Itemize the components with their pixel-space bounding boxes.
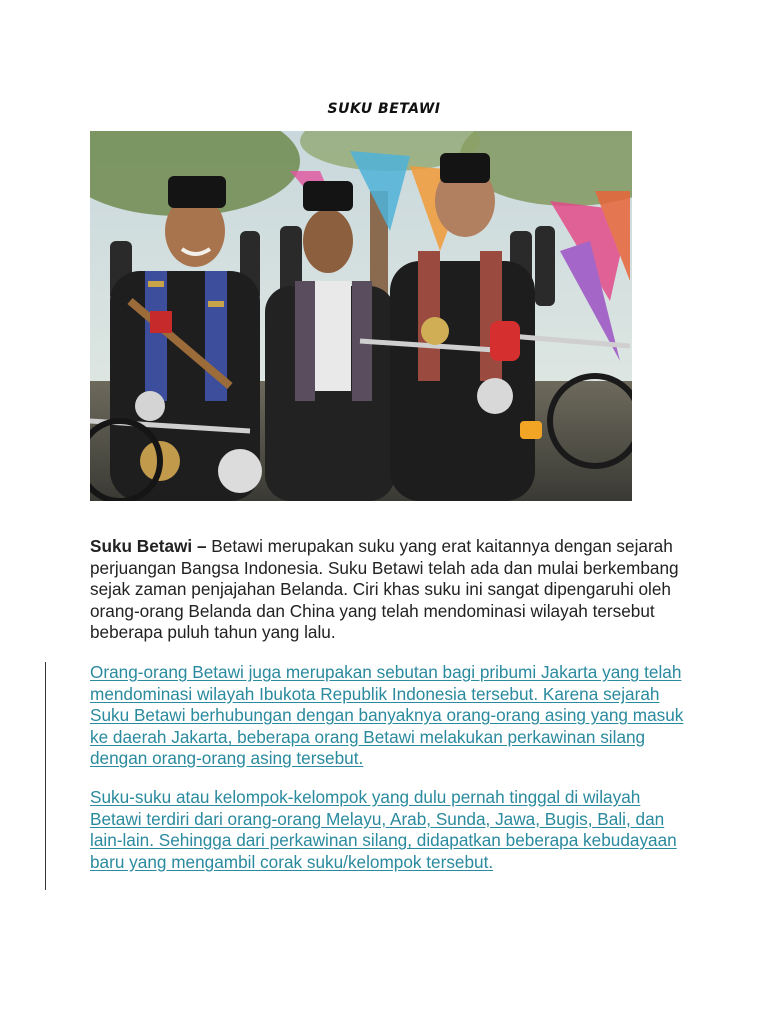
- paragraph-origins[interactable]: [90, 662, 690, 770]
- paragraph-ethnic-groups-link[interactable]: Suku-suku atau kelompok-kelompok yang dulu pernah tinggal di wilayah Betawi terdiri dari orang-orang Melayu, Arab, Sunda, Jawa, Bugis, Bali, dan lain-lain. Sehingga dari perkawinan silang, didapatkan beberapa kebudayaan baru yang mengambil corak suku/kelompok tersebut.: [90, 787, 677, 872]
- photo-betawi-men-with-bicycles: [90, 131, 632, 501]
- paragraph-ethnic-groups[interactable]: [90, 787, 690, 873]
- intro-lead: Suku Betawi –: [90, 536, 207, 556]
- margin-change-bar: [45, 662, 46, 890]
- intro-paragraph: [90, 536, 690, 644]
- paragraph-origins-link[interactable]: Orang-orang Betawi juga merupakan sebutan bagi pribumi Jakarta yang telah mendominasi wilayah Ibukota Republik Indonesia tersebut. Karena sejarah Suku Betawi berhubungan dengan banyaknya orang-orang asing yang masuk ke daerah Jakarta, beberapa orang Betawi melakukan perkawinan silang dengan orang-orang asing tersebut.: [90, 662, 684, 769]
- page-title: SUKU BETAWI: [327, 101, 441, 117]
- intro-text: Betawi merupakan suku yang erat kaitannya dengan sejarah perjuangan Bangsa Indonesia. Suku Betawi telah ada dan mulai berkembang sejak zaman penjajahan Belanda. Ciri khas suku ini sangat dipengaruhi oleh orang-orang Belanda dan China yang telah mendominasi wilayah tersebut beberapa puluh tahun yang lalu.: [90, 536, 679, 643]
